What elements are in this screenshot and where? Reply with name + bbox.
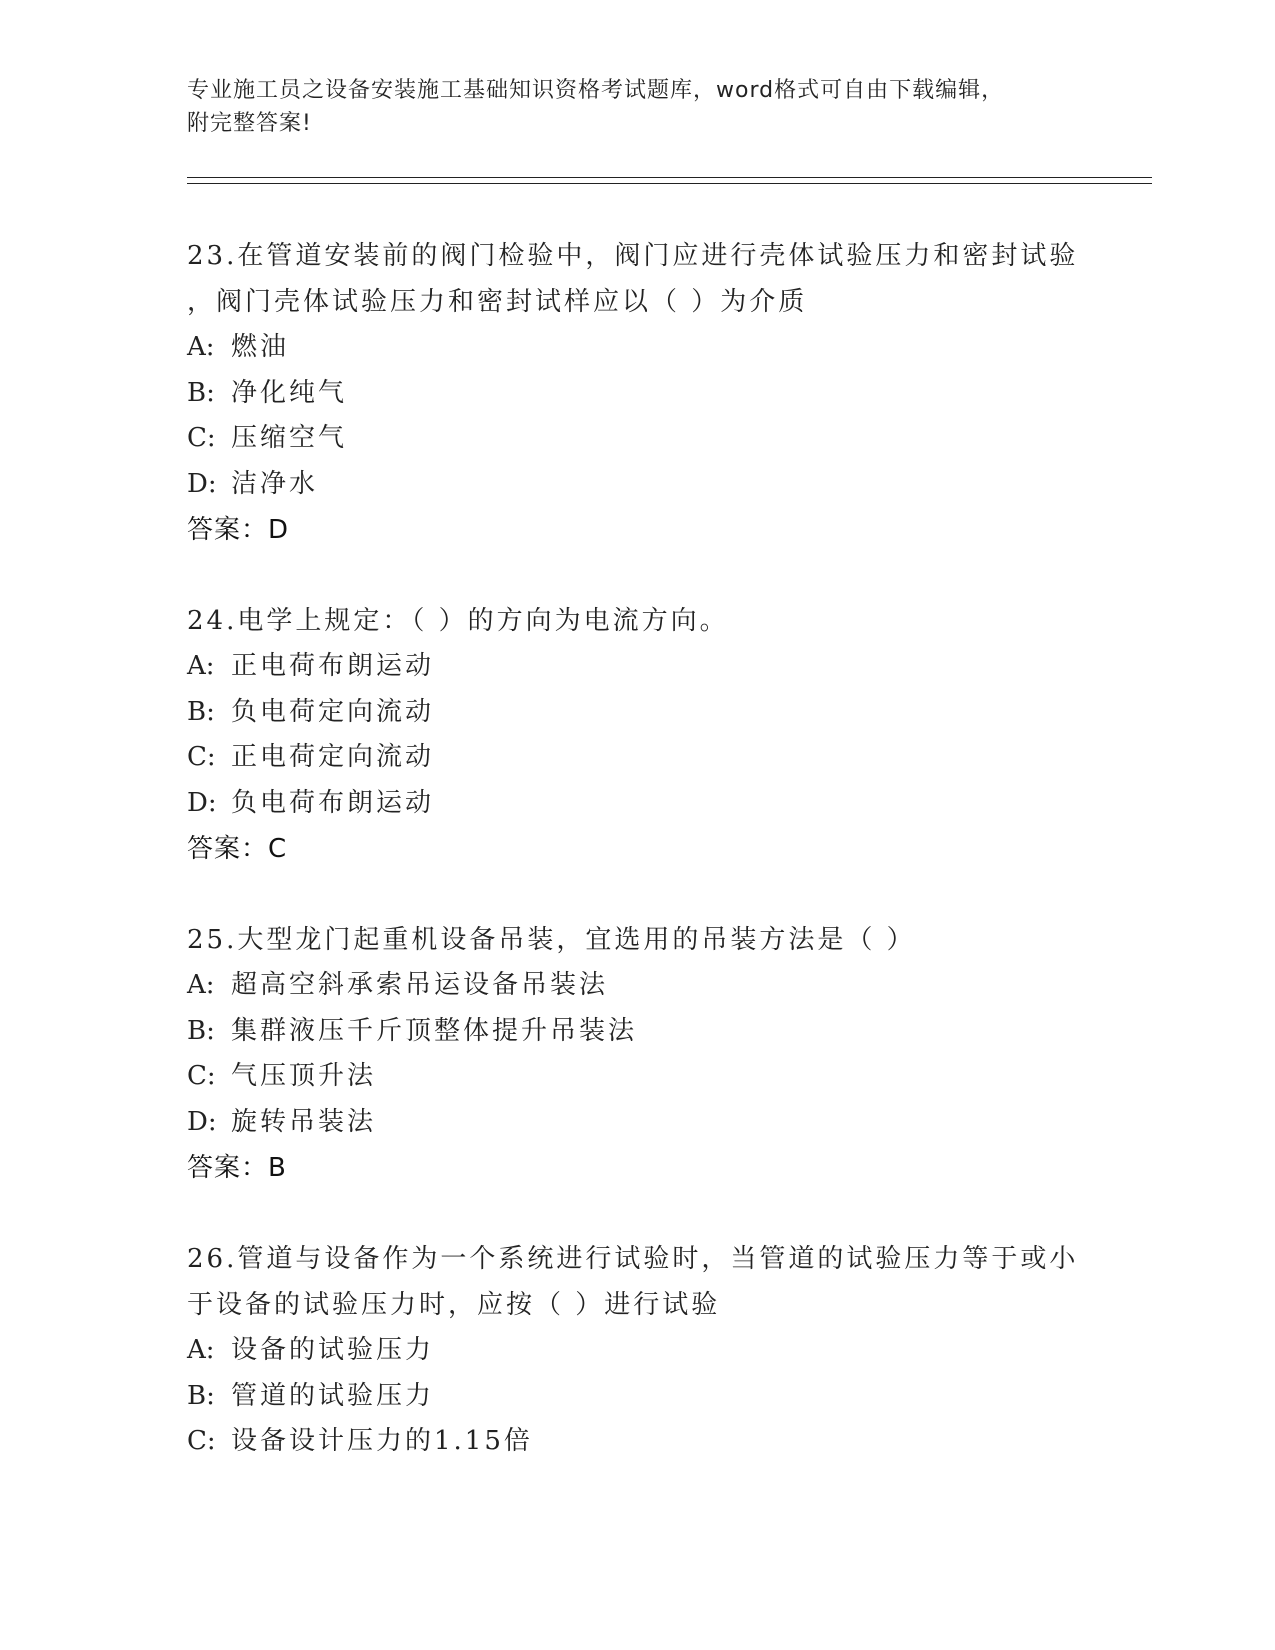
option-letter: A: — [187, 970, 215, 1000]
option-b — [187, 690, 1087, 736]
header-line-1: 专业施工员之设备安装施工基础知识资格考试题库，word格式可自由下载编辑， — [187, 78, 1005, 103]
option-a — [187, 325, 1087, 371]
option-b — [187, 371, 1087, 417]
question-list — [187, 233, 1087, 1510]
answer: 答案：B — [187, 1153, 287, 1183]
option-text: 正电荷定向流动 — [231, 742, 435, 772]
option-a — [187, 644, 1087, 690]
option-text: 负电荷定向流动 — [231, 696, 435, 727]
option-text: 气压顶升法 — [231, 1061, 377, 1091]
question-23 — [187, 233, 1087, 553]
option-letter: C: — [187, 742, 216, 772]
option-text: 洁净水 — [231, 468, 319, 499]
option-text: 超高空斜承索吊运设备吊装法 — [231, 970, 609, 1000]
option-c — [187, 416, 1087, 462]
answer: 答案：D — [187, 515, 290, 545]
option-d — [187, 781, 1087, 827]
option-text: 正电荷布朗运动 — [231, 651, 435, 681]
header-line-2: 附完整答案! — [187, 111, 312, 136]
option-letter: A: — [187, 651, 215, 681]
option-text: 负电荷布朗运动 — [231, 787, 435, 818]
option-letter: C: — [187, 1426, 216, 1456]
question-text-line: 25.大型龙门起重机设备吊装，宜选用的吊装方法是（ ） — [187, 925, 916, 955]
option-letter: C: — [187, 423, 216, 453]
option-letter: D: — [187, 1106, 217, 1137]
option-c — [187, 1054, 1087, 1100]
option-text: 集群液压千斤顶整体提升吊装法 — [231, 1015, 638, 1046]
option-c — [187, 735, 1087, 781]
header-rule-bottom — [187, 183, 1152, 184]
option-text: 管道的试验压力 — [231, 1380, 435, 1411]
option-letter: B: — [187, 1015, 215, 1046]
question-text-line: 于设备的试验压力时，应按（ ）进行试验 — [187, 1290, 721, 1320]
option-text: 旋转吊装法 — [231, 1106, 377, 1137]
option-c — [187, 1419, 1087, 1465]
question-text-line: 23.在管道安装前的阀门检验中，阀门应进行壳体试验压力和密封试验 — [187, 241, 1079, 271]
document-header — [187, 74, 1087, 140]
option-text: 设备的试验压力 — [231, 1335, 435, 1365]
option-b — [187, 1009, 1087, 1055]
option-text: 压缩空气 — [231, 423, 348, 453]
option-d — [187, 1100, 1087, 1146]
option-a — [187, 963, 1087, 1009]
question-25 — [187, 917, 1087, 1191]
option-letter: D: — [187, 468, 217, 499]
answer: 答案：C — [187, 834, 288, 864]
question-24 — [187, 598, 1087, 872]
option-letter: A: — [187, 332, 215, 362]
question-26 — [187, 1236, 1087, 1465]
option-a — [187, 1328, 1087, 1374]
option-text: 设备设计压力的1.15倍 — [231, 1426, 533, 1456]
option-b — [187, 1374, 1087, 1420]
option-letter: C: — [187, 1061, 216, 1091]
option-letter: B: — [187, 377, 215, 408]
option-text: 净化纯气 — [231, 377, 348, 408]
option-letter: A: — [187, 1335, 215, 1365]
question-text-line: 24.电学上规定：（ ）的方向为电流方向。 — [187, 606, 729, 636]
option-d — [187, 462, 1087, 508]
question-text-line: ，阀门壳体试验压力和密封试样应以（ ）为介质 — [187, 287, 808, 317]
question-text-line: 26.管道与设备作为一个系统进行试验时，当管道的试验压力等于或小 — [187, 1244, 1079, 1274]
option-letter: B: — [187, 1380, 215, 1411]
header-rule-top — [187, 177, 1152, 178]
option-letter: B: — [187, 696, 215, 727]
option-text: 燃油 — [231, 332, 290, 362]
option-letter: D: — [187, 787, 217, 818]
